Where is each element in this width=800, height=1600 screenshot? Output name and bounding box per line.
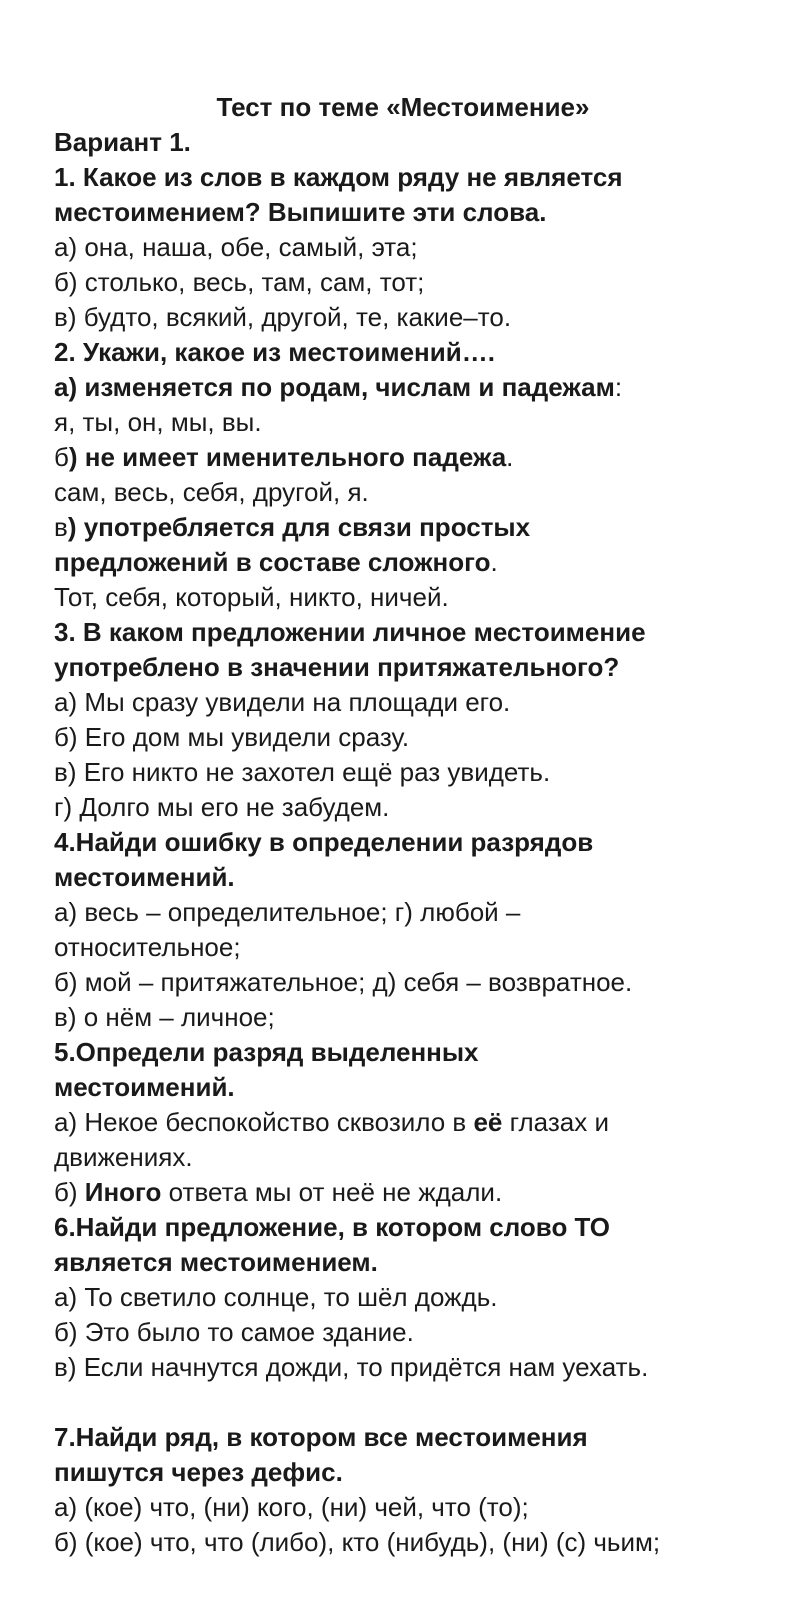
answer-option: а) Мы сразу увидели на площади его. <box>54 687 511 717</box>
question-heading: 3. В каком предложении личное местоимение <box>54 617 646 647</box>
punctuation: : <box>614 372 623 402</box>
highlighted-pronoun: Иного <box>84 1177 162 1207</box>
question-heading: местоимений. <box>54 1072 235 1102</box>
question-heading: пишутся через дефис. <box>54 1457 343 1487</box>
option-text: глазах и <box>502 1107 609 1137</box>
variant-label: Вариант 1. <box>54 127 191 157</box>
word-list: сам, весь, себя, другой, я. <box>54 477 369 507</box>
sub-question-prefix: б <box>54 442 69 472</box>
answer-option: а) (кое) что, (ни) кого, (ни) чей, что (то); <box>54 1492 529 1522</box>
option-text: а) Некое беспокойство сквозило в <box>54 1107 474 1137</box>
answer-option: б) столько, весь, там, сам, тот; <box>54 267 425 297</box>
answer-option: в) Если начнутся дожди, то придётся нам уехать. <box>54 1352 649 1382</box>
question-7 <box>54 1420 760 1560</box>
answer-option: б) (кое) что, что (либо), кто (нибудь), (ни) (с) чьим; <box>54 1527 661 1557</box>
answer-option: г) Долго мы его не забудем. <box>54 792 390 822</box>
question-heading: 2. Укажи, какое из местоимений…. <box>54 337 495 367</box>
question-2 <box>54 335 760 615</box>
question-heading: местоимений. <box>54 862 235 892</box>
sub-question-label: предложений в составе сложного <box>54 547 491 577</box>
word-list: Тот, себя, который, никто, ничей. <box>54 582 449 612</box>
answer-option <box>54 1175 760 1210</box>
question-heading: употреблено в значении притяжательного? <box>54 652 620 682</box>
document-title: Тест по теме «Местоимение» <box>216 92 590 122</box>
highlighted-pronoun: её <box>473 1107 503 1137</box>
answer-option: б) Это было то самое здание. <box>54 1317 414 1347</box>
answer-option: а) она, наша, обе, самый, эта; <box>54 232 418 262</box>
sub-question-a <box>54 370 760 405</box>
question-heading: 5.Определи разряд выделенных <box>54 1037 479 1067</box>
answer-option <box>54 1105 760 1140</box>
answer-option: в) Его никто не захотел ещё раз увидеть. <box>54 757 551 787</box>
question-1 <box>54 160 760 335</box>
answer-option-cont: движениях. <box>54 1142 193 1172</box>
sub-question-c <box>54 510 760 545</box>
question-heading: является местоимением. <box>54 1247 378 1277</box>
answer-option: в) будто, всякий, другой, те, какие–то. <box>54 302 512 332</box>
sub-question-b <box>54 440 760 475</box>
option-text: б) <box>54 1177 85 1207</box>
question-4 <box>54 825 760 1035</box>
question-6 <box>54 1210 760 1385</box>
question-5 <box>54 1035 760 1210</box>
answer-option: в) о нём – личное; <box>54 1002 275 1032</box>
option-text: ответа мы от неё не ждали. <box>161 1177 503 1207</box>
question-3 <box>54 615 760 825</box>
answer-option: а) весь – определительное; г) любой – <box>54 897 521 927</box>
punctuation: . <box>506 442 514 472</box>
word-list: я, ты, он, мы, вы. <box>54 407 262 437</box>
sub-question-label: а) изменяется по родам, числам и падежам <box>54 372 615 402</box>
answer-option: б) Его дом мы увидели сразу. <box>54 722 410 752</box>
blank-line <box>54 1385 760 1420</box>
question-heading: 7.Найди ряд, в котором все местоимения <box>54 1422 588 1452</box>
answer-option: относительное; <box>54 932 241 962</box>
sub-question-c-cont <box>54 545 760 580</box>
question-heading: 4.Найди ошибку в определении разрядов <box>54 827 594 857</box>
question-heading: 1. Какое из слов в каждом ряду не является <box>54 162 623 192</box>
question-heading: 6.Найди предложение, в котором слово ТО <box>54 1212 611 1242</box>
punctuation: . <box>490 547 498 577</box>
sub-question-label: ) употребляется для связи простых <box>67 512 531 542</box>
question-heading: местоимением? Выпишите эти слова. <box>54 197 547 227</box>
answer-option: б) мой – притяжательное; д) себя – возвратное. <box>54 967 633 997</box>
answer-option: а) То светило солнце, то шёл дождь. <box>54 1282 498 1312</box>
sub-question-label: ) не имеет именительного падежа <box>68 442 507 472</box>
sub-question-prefix: в <box>54 512 68 542</box>
